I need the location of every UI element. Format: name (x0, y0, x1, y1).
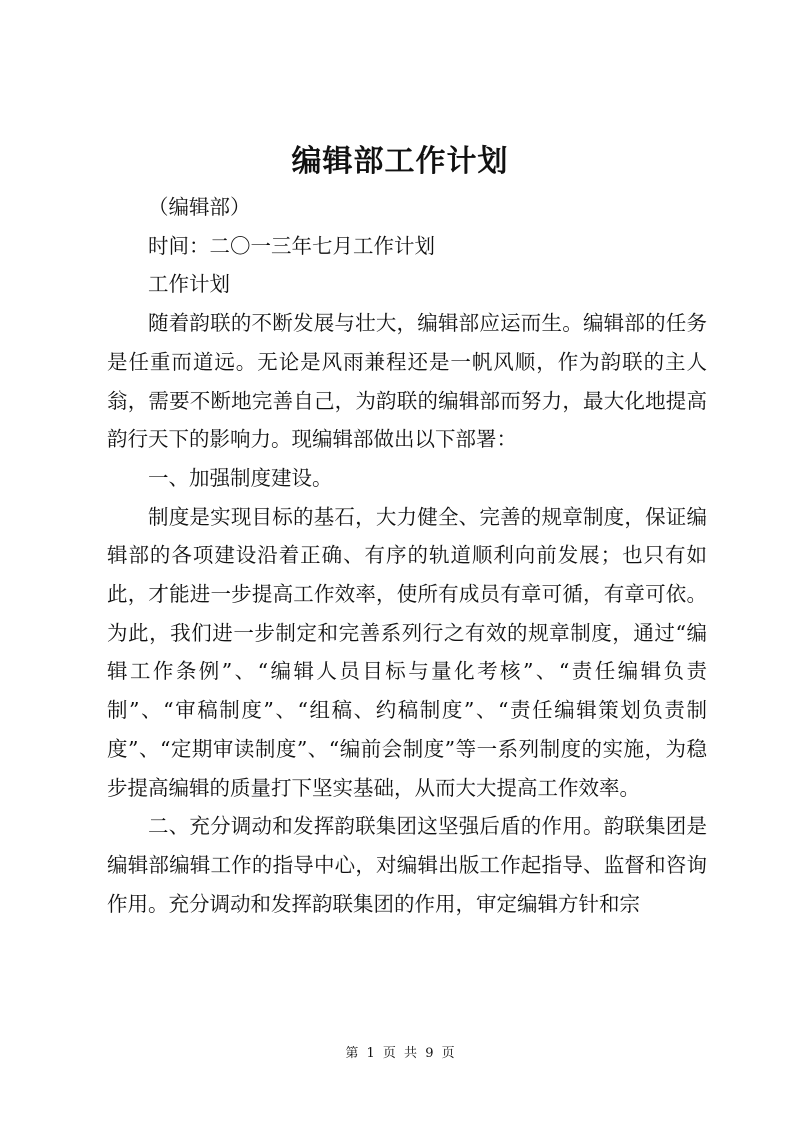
section-label: 工作计划 (148, 272, 230, 297)
paragraph-rules: 制度是实现目标的基石，大力健全、完善的规章制度，保证编辑部的各项建设沿着正确、有序的轨道顺利向前发展；也只有如此，才能进一步提高工作效率，使所有成员有章可循，有章可依。为此，我们进一步制定和完善系列行之有效的规章制度，通过“编辑工作条例”、“编辑人员目标与量化考核”、“责任编辑负责制”、“审稿制度”、“组稿、约稿制度”、“责任编辑策划负责制度”、“定期审读制度”、“编前会制度”等一系列制度的实施，为稳步提高编辑的质量打下坚实基础，从而大大提高工作效率。 (107, 504, 707, 800)
heading-two-paragraph: 二、充分调动和发挥韵联集团这坚强后盾的作用。韵联集团是编辑部编辑工作的指导中心，对编辑出版工作起指导、监督和咨询作用。充分调动和发挥韵联集团的作用，审定编辑方针和宗 (107, 814, 707, 916)
intro-paragraph: 随着韵联的不断发展与壮大，编辑部应运而生。编辑部的任务是任重而道远。无论是风雨兼程还是一帆风顺，作为韵联的主人翁，需要不断地完善自己，为韵联的编辑部而努力，最大化地提高韵行天下的影响力。现编辑部做出以下部署： (107, 311, 707, 452)
date-line: 时间：二〇一三年七月工作计划 (148, 233, 435, 258)
page-footer: 第 1 页 共 9 页 (345, 1046, 455, 1061)
heading-one: 一、加强制度建设。 (148, 465, 333, 490)
department-label: （编辑部） (148, 195, 251, 219)
document-title: 编辑部工作计划 (291, 144, 509, 179)
document-body (107, 188, 707, 923)
